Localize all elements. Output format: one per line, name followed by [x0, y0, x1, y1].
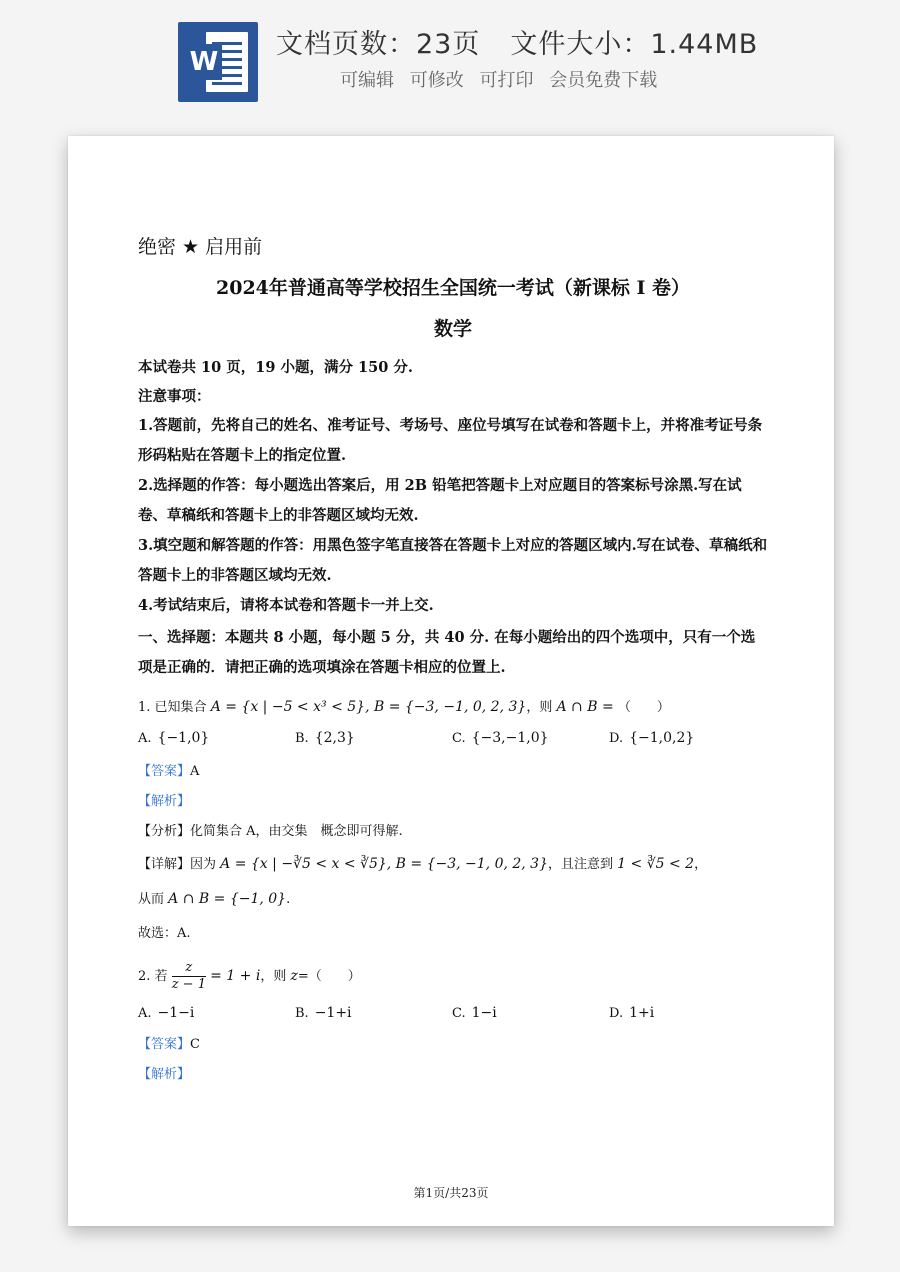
q1-fenxi: 【分析】化简集合 A，由交集 概念即可得解. — [138, 824, 403, 839]
feature-modifiable: 可修改 — [409, 70, 464, 91]
notice-heading: 注意事项： — [138, 388, 211, 405]
notice-4: 4.考试结束后，请将本试卷和答题卡一并上交. — [138, 597, 434, 614]
word-document-icon: W — [178, 22, 258, 102]
q1-option-a: A. {−1,0} — [138, 730, 210, 746]
notice-1: 1.答题前，先将自己的姓名、准考证号、考场号、座位号填写在试卷和答题卡上，并将准考证号条形码粘贴在答题卡上的指定位置. — [138, 417, 763, 464]
notice-2: 2.选择题的作答：每小题选出答案后，用 2B 铅笔把答题卡上对应题目的答案标号涂黑.写在试卷、草稿纸和答题卡上的非答题区域均无效. — [138, 477, 742, 524]
subject-title: 数学 — [433, 318, 472, 340]
q1-conclusion: 从而 A ∩ B = {−1, 0}. — [138, 891, 291, 907]
q1-option-c: C. {−3,−1,0} — [452, 730, 549, 746]
q2-fraction: $\frac{z}{z - 1}$ — [171, 960, 206, 992]
q2-option-b: B. −1+i — [295, 1005, 352, 1021]
q2-options — [138, 1005, 768, 1021]
q2-answer-value: C — [190, 1037, 200, 1052]
q1-answer-value: A — [190, 764, 200, 779]
q1-detail: 【详解】因为 A = {x | −∛5 < x < ∛5}, B = {−3, −1, 0, 2, 3}，且注意到 1 < ∛5 < 2， — [138, 856, 708, 872]
exam-title: 2024年普通高等学校招生全国统一考试（新课标 I 卷） — [216, 277, 690, 299]
file-info — [276, 22, 758, 61]
q1-detail-ineq: 1 < ∛5 < 2 — [617, 856, 695, 872]
notice-3: 3.填空题和解答题的作答：用黑色签字笔直接答在答题卡上对应的答题区域内.写在试卷、草稿纸和答题卡上的非答题区域均无效. — [138, 537, 768, 584]
q2-analysis-tag: 【解析】 — [138, 1067, 191, 1082]
q1-options — [138, 730, 768, 746]
feature-printable: 可打印 — [479, 70, 534, 91]
q2-answer: 【答案】C — [138, 1037, 200, 1052]
q1-blank: （ ） — [617, 700, 670, 715]
question-2: 2. 若 $\frac{z}{z - 1}$ = 1 + i，则 z=（ ） — [138, 960, 361, 992]
q1-answer — [138, 762, 768, 782]
q1-detail-sets: A = {x | −∛5 < x < ∛5}, B = {−3, −1, 0, 2, 3} — [220, 856, 549, 872]
document-page — [68, 136, 834, 1226]
exam-intro: 本试卷共 10 页，19 小题，满分 150 分. — [138, 359, 413, 376]
answer-tag: 【答案】 — [138, 764, 191, 779]
page-footer: 第1页/共23页 — [413, 1186, 489, 1200]
section-heading: 一、选择题：本题共 8 小题，每小题 5 分，共 40 分. 在每小题给出的四个选项中，只有一个选项是正确的．请把正确的选项填涂在答题卡相应的位置上. — [138, 629, 756, 676]
q1-then: ，则 — [526, 700, 553, 715]
q1-analysis-tag: 【解析】 — [138, 794, 191, 809]
q1-sets: A = {x | −5 < x³ < 5}, B = {−3, −1, 0, 2, 3} — [210, 699, 527, 715]
page-content — [138, 232, 768, 1085]
feature-list — [340, 66, 667, 92]
q1-option-b: B. {2,3} — [295, 730, 355, 746]
q1-ask: A ∩ B = — [556, 699, 614, 715]
feature-free-download: 会员免费下载 — [549, 70, 658, 91]
q1-option-d: D. {−1,0,2} — [609, 730, 695, 746]
q2-option-c: C. 1−i — [452, 1005, 497, 1021]
secret-mark: 绝密 ★ 启用前 — [138, 236, 263, 258]
feature-editable: 可编辑 — [340, 70, 394, 91]
page-count: 文档页数：23页 — [276, 29, 481, 60]
q1-choice: 故选：A. — [138, 926, 191, 941]
q1-prefix: 1. 已知集合 — [138, 700, 207, 715]
file-size: 文件大小：1.44MB — [510, 29, 759, 60]
q2-option-d: D. 1+i — [609, 1005, 655, 1021]
download-banner — [0, 0, 900, 130]
q2-option-a: A. −1−i — [138, 1005, 195, 1021]
question-1 — [138, 697, 768, 718]
